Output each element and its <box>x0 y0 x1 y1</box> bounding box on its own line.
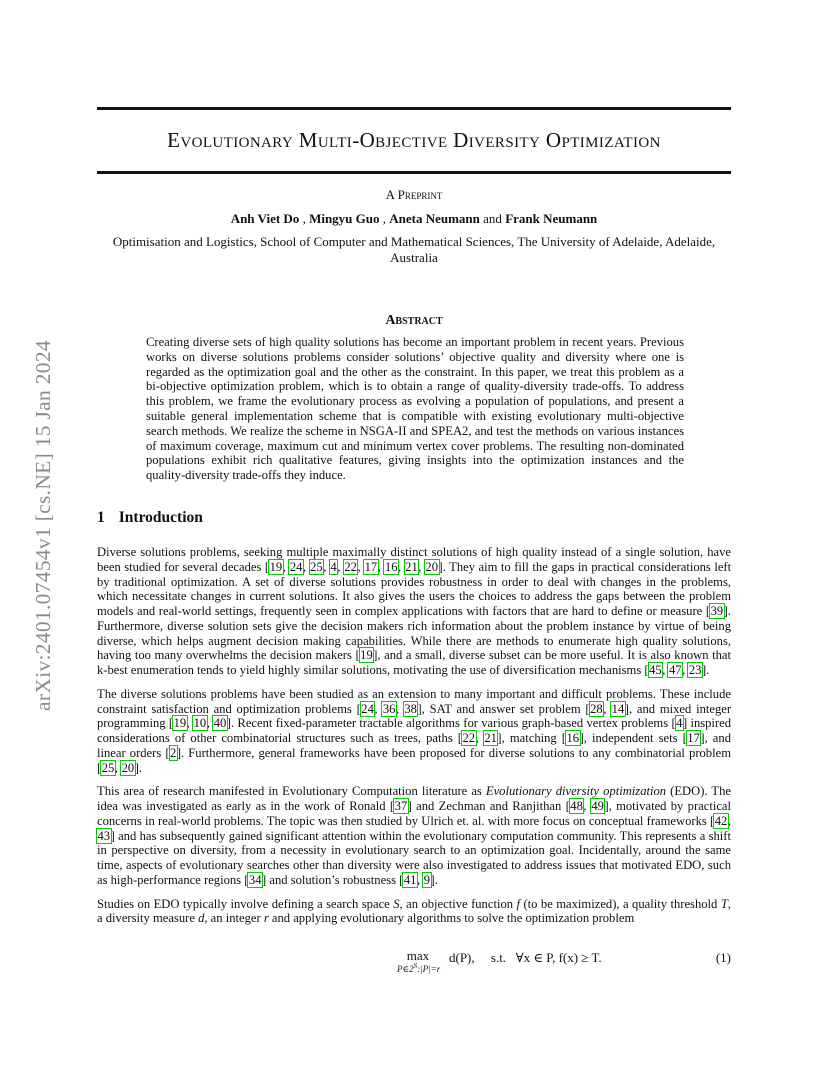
citation-link[interactable]: 41 <box>403 872 417 887</box>
citation-link[interactable]: 40 <box>213 716 227 731</box>
author-list: Anh Viet Do , Mingyu Guo , Aneta Neumann and Frank Neumann <box>230 211 598 226</box>
citation-link[interactable]: 17 <box>364 559 378 574</box>
text-run: , <box>186 716 194 731</box>
text-run: ] inspired considerations of other combinatorial structures such as trees, paths [ <box>97 716 732 745</box>
text-run: ], and mixed integer programming [ <box>97 701 732 731</box>
section-title: Introduction <box>118 509 203 526</box>
section-number: 1 <box>97 509 105 526</box>
equation-label: (1) <box>715 950 731 965</box>
title-bottom-rule <box>97 171 731 174</box>
text-run: ]. <box>430 872 438 887</box>
text-run: (EDO). The idea was investigated as early as in the work of Ronald [ <box>97 784 731 813</box>
italic-text: Evolutionary diversity optimization <box>485 784 667 799</box>
text-run: , <box>114 760 122 775</box>
text-run: and applying evolutionary algorithms to solve the optimization problem <box>268 911 635 926</box>
citation-link[interactable]: 47 <box>668 663 682 677</box>
abstract-text: Creating diverse sets of high quality solutions has become an important problem in recent years. Previous works on diverse solutions problems consider solutions’ objective quality and diversity where one is regarded as the optimization goal and the other as the constraint. In this paper, we treat this problem as a bi-objective optimization problem, which is to obtain a range of quality-diversity trade-offs. To address this problem, we frame the evolutionary process as evolving a population of populations, and present a suitable general implementation scheme that is compatible with existing evolutionary multi-objective search methods. We realize the scheme in NSGA-II and SPEA2, and test the methods on various instances of maximum coverage, maximum cut and minimum vertex cover problems. The resulting non-dominated populations exhibit rich qualitative features, giving insights into the optimization instances and the quality-diversity trade-offs they induce. <box>146 335 684 483</box>
abstract-heading: Abstract <box>385 313 443 328</box>
citation-link[interactable]: 20 <box>425 559 439 574</box>
citation-link[interactable]: 4 <box>330 559 337 574</box>
equation-1 <box>97 948 731 978</box>
paragraph <box>97 545 731 678</box>
text-run: ] and solution’s robustness [ <box>262 872 404 887</box>
text-run: , <box>395 701 404 716</box>
italic-text: f <box>516 896 520 911</box>
text-run: , <box>727 813 731 828</box>
section-heading <box>97 509 203 527</box>
citation-link[interactable]: 16 <box>384 559 398 574</box>
citation-link[interactable]: 19 <box>173 716 187 731</box>
citation-link[interactable]: 22 <box>462 731 476 745</box>
text-run: , <box>377 559 385 574</box>
citation-link[interactable]: 37 <box>394 799 408 813</box>
text-run: ]. <box>701 663 710 677</box>
author-name: Frank Neumann <box>505 211 598 226</box>
text-run: , <box>682 663 689 677</box>
citation-link[interactable]: 21 <box>484 731 497 745</box>
paragraph <box>97 897 731 927</box>
author-name: Anh Viet Do <box>230 211 300 226</box>
citation-link[interactable]: 16 <box>566 731 580 745</box>
text-run: , <box>357 559 365 574</box>
equation-operator: max $P\in 2^S:|P|=r$ <box>397 948 441 974</box>
paper-title: Evolutionary Multi-Objective Diversity Optimization <box>167 128 661 152</box>
citation-link[interactable]: 38 <box>404 701 417 716</box>
text-run: , <box>418 559 425 574</box>
citation-link[interactable]: 48 <box>570 799 583 813</box>
text-run: Studies on EDO typically involve defining a search space <box>97 896 394 911</box>
text-run: ]. Furthermore, diverse solution sets give the decision makers rich information about the problem instance by virtue of being diverse, which helps augment decision making capabilities. While there are methods to enumerate high quality solutions, having too many overwhelms the decision makers [ <box>97 604 731 663</box>
italic-text: T <box>720 896 728 911</box>
text-run: ] and has subsequently gained significant attention within the evolutionary computation community. This represents a shift in perspective on diversity, from a necessity in evolutionary search to an optimization goal. Incidentally, around the same time, aspects of evolutionary searches other than diversity were also investigated to address issues that motivated EDO, such as high-performance regions [ <box>97 828 731 887</box>
citation-link[interactable]: 19 <box>360 648 373 663</box>
citation-link[interactable]: 39 <box>710 604 724 618</box>
equation-subscript: $P\in 2^S:|P|=r$ <box>397 962 441 974</box>
text-run: ], matching [ <box>497 731 566 745</box>
text-run: ]. <box>134 760 143 775</box>
text-run: , <box>337 559 344 574</box>
text-run: , a diversity measure <box>97 896 731 926</box>
text-run: , <box>302 559 310 574</box>
text-run: , an integer <box>204 911 264 926</box>
text-run: , <box>323 559 330 574</box>
text-run: ], and a small, diverse subset can be more useful. It is also known that k-best enumeration tends to yield highly similar solutions, motivating the use of diversification mechanisms [ <box>97 648 731 677</box>
citation-link[interactable]: 23 <box>688 663 702 677</box>
text-run: ], and linear orders [ <box>97 731 731 760</box>
text-run: ] and Zechman and Ranjithan [ <box>407 799 570 813</box>
citation-link[interactable]: 36 <box>382 701 396 716</box>
citation-link[interactable]: 21 <box>405 559 418 574</box>
citation-link[interactable]: 45 <box>649 663 662 677</box>
citation-link[interactable]: 19 <box>269 559 283 574</box>
text-run: , <box>397 559 405 574</box>
italic-text: S <box>393 896 400 911</box>
text-run: Diverse solutions problems, seeking multiple maximally distinct solutions of high quality instead of a single solution, have been studied for several decades [ <box>97 545 731 574</box>
citation-link[interactable]: 42 <box>714 813 728 828</box>
text-run: ]. They aim to fill the gaps in practical considerations left by traditional optimization. A set of diverse solutions provides robustness in order to deal with changes in the problems, which necessitate changes in current solutions. It also gives the users the choices to address the gaps between the problem models and real-world settings, frequently seen in complex applications with factors that are hard to define or measure [ <box>97 559 732 618</box>
citation-link[interactable]: 24 <box>289 559 303 574</box>
paragraph <box>97 784 731 887</box>
preprint-label: A Preprint <box>385 187 443 202</box>
text-run: ], motivated by practical concerns in real-world problems. The topic was then studied by Ulrich et. al. with more focus on conceptual frameworks [ <box>97 799 732 828</box>
citation-link[interactable]: 4 <box>676 716 683 731</box>
title-top-rule <box>97 107 731 110</box>
text-run: , <box>603 701 612 716</box>
text-run: , <box>583 799 591 813</box>
citation-link[interactable]: 2 <box>170 745 177 760</box>
text-run: , an objective function <box>399 896 517 911</box>
text-run: ], independent sets [ <box>579 731 687 745</box>
arxiv-stamp-text: arXiv:2401.07454v1 [cs.NE] 15 Jan 2024 <box>30 339 55 711</box>
text-run: , <box>475 731 484 745</box>
paragraph <box>97 687 731 776</box>
arxiv-stamp <box>28 290 58 760</box>
text-run: ]. Furthermore, general frameworks have been proposed for diverse solutions to any combinatorial problem [ <box>97 745 731 775</box>
citation-link[interactable]: 14 <box>611 701 625 716</box>
italic-text: d <box>198 911 205 926</box>
citation-link[interactable]: 49 <box>591 799 604 813</box>
text-run: ]. Recent fixed-parameter tractable algorithms for various graph-based vertex problems [ <box>226 716 676 731</box>
text-run: , <box>416 872 424 887</box>
citation-link[interactable]: 34 <box>248 872 262 887</box>
text-run: , <box>282 559 290 574</box>
italic-text: r <box>263 911 269 926</box>
citation-link[interactable]: 20 <box>121 760 135 775</box>
citation-link[interactable]: 24 <box>361 701 374 716</box>
citation-link[interactable]: 17 <box>687 731 700 745</box>
text-run: (to be maximized), a quality threshold <box>520 896 721 911</box>
text-run: , <box>374 701 383 716</box>
text-run: , <box>206 716 214 731</box>
citation-link[interactable]: 28 <box>590 701 603 716</box>
citation-link[interactable]: 43 <box>97 828 111 843</box>
citation-link[interactable]: 22 <box>344 559 357 574</box>
text-run: , <box>662 663 669 677</box>
citation-link[interactable]: 9 <box>423 872 431 887</box>
affiliation: Optimisation and Logistics, School of Computer and Mathematical Sciences, The University of Adelaide, Adelaide, Australia <box>112 234 716 265</box>
author-name: Aneta Neumann <box>389 211 480 226</box>
text-run: This area of research manifested in Evolutionary Computation literature as <box>97 784 486 799</box>
text-run: The diverse solutions problems have been studied as an extension to many important and difficult problems. These include constraint satisfaction and optimization problems [ <box>97 686 731 716</box>
citation-link[interactable]: 25 <box>101 760 115 775</box>
body-text <box>97 545 731 935</box>
equation-expression: d(P), s.t. ∀x ∈ P, f(x) ≥ T. <box>449 950 602 965</box>
citation-link[interactable]: 10 <box>193 716 207 731</box>
text-run: ], SAT and answer set problem [ <box>417 701 590 716</box>
author-name: Mingyu Guo <box>309 211 380 226</box>
citation-link[interactable]: 25 <box>310 559 323 574</box>
